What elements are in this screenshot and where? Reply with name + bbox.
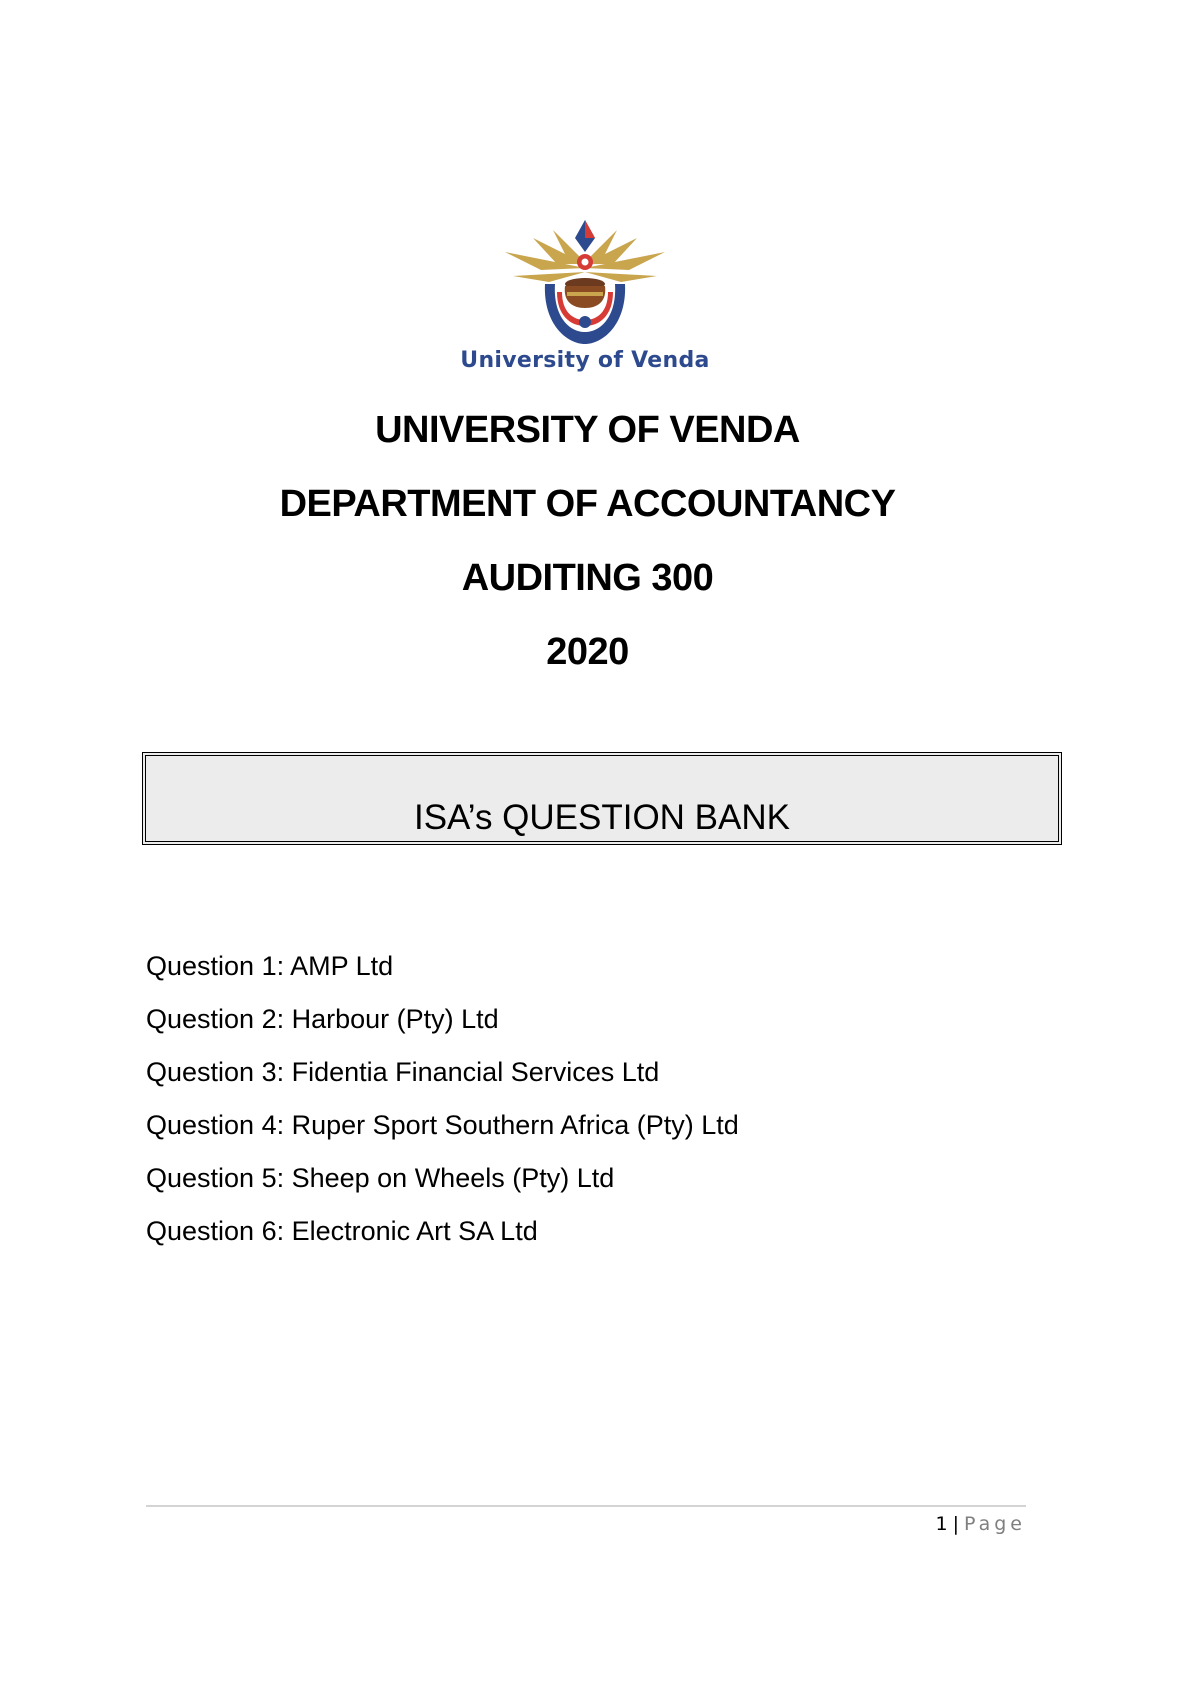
page-number: 1 [935, 1513, 948, 1535]
university-title: UNIVERSITY OF VENDA [375, 409, 800, 451]
question-bank-title: ISA’s QUESTION BANK [413, 798, 790, 837]
page-footer [936, 1511, 1027, 1537]
logo-wordmark: University of Venda [460, 348, 710, 373]
footer-divider [146, 1505, 1026, 1507]
question-list [146, 950, 739, 1268]
list-item: Question 2: Harbour (Pty) Ltd [146, 1004, 499, 1034]
university-logo [445, 212, 725, 382]
list-item: Question 5: Sheep on Wheels (Pty) Ltd [146, 1163, 615, 1193]
department-title: DEPARTMENT OF ACCOUNTANCY [279, 483, 896, 525]
list-item: Question 1: AMP Ltd [146, 951, 394, 981]
university-emblem-icon [445, 212, 725, 352]
page-label: Page [964, 1513, 1026, 1535]
list-item: Question 6: Electronic Art SA Ltd [146, 1216, 538, 1246]
course-title: AUDITING 300 [461, 557, 714, 599]
year-title: 2020 [546, 631, 629, 673]
list-item: Question 3: Fidentia Financial Services Ltd [146, 1057, 660, 1087]
footer-separator: | [952, 1513, 959, 1535]
question-bank-banner [142, 752, 1062, 845]
list-item: Question 4: Ruper Sport Southern Africa (Pty) Ltd [146, 1110, 739, 1140]
